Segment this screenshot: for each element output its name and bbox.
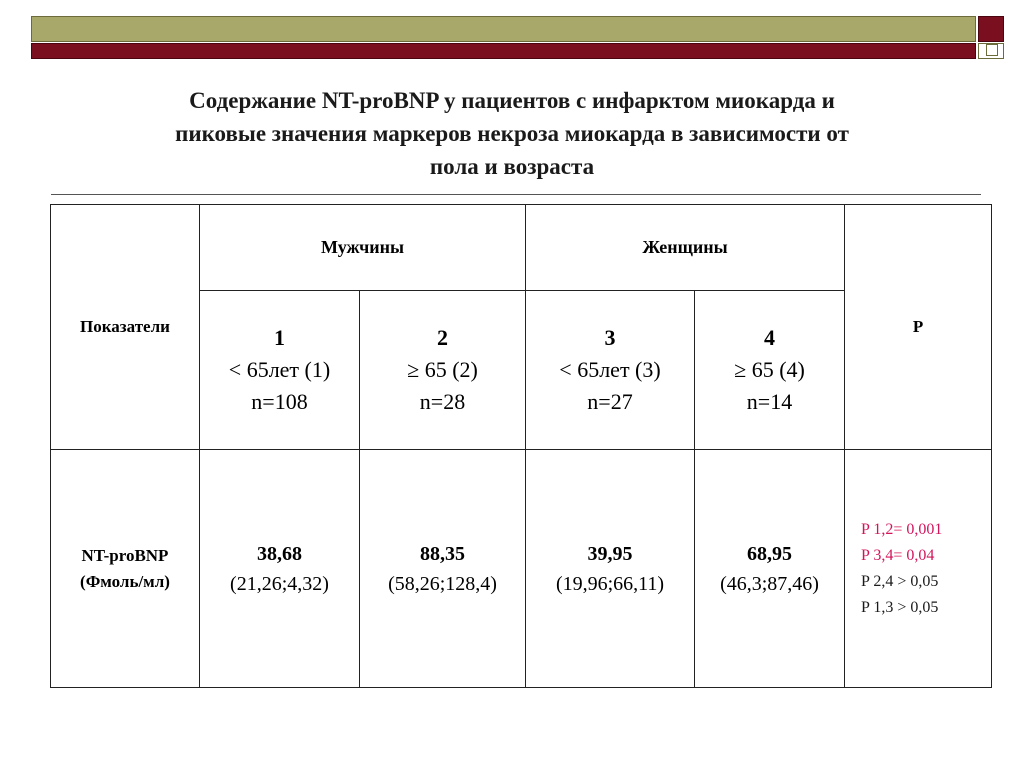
value-iqr: (19,96;66,11) <box>555 572 665 595</box>
header-indicators: Показатели <box>51 205 200 450</box>
title-line-3: пола и возраста <box>429 154 595 179</box>
value-median: 88,35 <box>420 542 465 565</box>
header-bar-olive <box>31 16 976 42</box>
slide-title <box>60 84 964 183</box>
header-square-maroon <box>978 16 1004 42</box>
row-unit: (Фмоль/мл) <box>80 571 170 591</box>
p-value: P 1,3 > 0,05 <box>861 598 939 616</box>
p-value: P 2,4 > 0,05 <box>861 572 939 590</box>
value-cell-3 <box>526 450 695 688</box>
subgroup-2 <box>360 291 526 450</box>
subgroup-1 <box>200 291 360 450</box>
title-divider <box>51 194 981 195</box>
subgroup-n: n=108 <box>251 389 308 414</box>
data-table <box>50 204 992 688</box>
header-p: P <box>845 205 992 450</box>
row-name: NT-proBNP <box>81 545 169 565</box>
subgroup-n: n=27 <box>587 389 633 414</box>
subgroup-label: < 65лет (1) <box>228 357 331 382</box>
subgroup-n: n=28 <box>419 389 466 414</box>
p-value: P 1,2= 0,001 <box>861 520 943 538</box>
value-median: 38,68 <box>257 542 302 565</box>
value-cell-4 <box>695 450 845 688</box>
subgroup-number: 4 <box>764 325 776 350</box>
subgroup-label: ≥ 65 (4) <box>734 357 805 382</box>
header-bar-maroon <box>31 43 976 59</box>
value-iqr: (46,3;87,46) <box>720 572 819 595</box>
value-median: 68,95 <box>747 542 793 565</box>
subgroup-number: 1 <box>274 325 285 350</box>
subgroup-label: ≥ 65 (2) <box>407 357 478 382</box>
subgroup-number: 3 <box>604 325 616 350</box>
subgroup-4 <box>695 291 845 450</box>
subgroup-label: < 65лет (3) <box>559 357 661 382</box>
header-group-women: Женщины <box>526 205 845 291</box>
p-value: P 3,4= 0,04 <box>861 546 935 564</box>
header-square-small <box>986 44 998 56</box>
p-values-cell <box>845 450 992 688</box>
value-iqr: (58,26;128,4) <box>388 572 497 595</box>
row-label-ntprobnp <box>51 450 200 688</box>
value-median: 39,95 <box>587 542 633 565</box>
value-cell-1 <box>200 450 360 688</box>
value-cell-2 <box>360 450 526 688</box>
header-group-men: Мужчины <box>200 205 526 291</box>
subgroup-3 <box>526 291 695 450</box>
title-line-1: Содержание NT-proBNP у пациентов с инфарктом миокарда и <box>189 88 835 113</box>
subgroup-number: 2 <box>437 325 448 350</box>
value-iqr: (21,26;4,32) <box>230 572 329 595</box>
subgroup-n: n=14 <box>746 389 793 414</box>
title-line-2: пиковые значения маркеров некроза миокарда в зависимости от <box>175 121 849 146</box>
